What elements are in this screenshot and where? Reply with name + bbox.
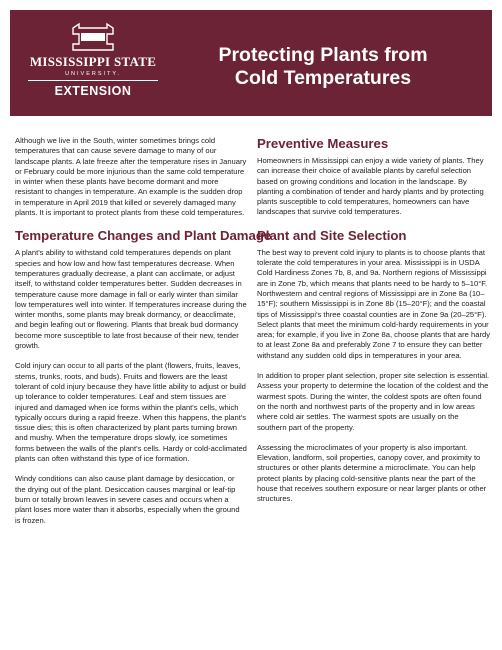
page-title-line-2: Cold Temperatures: [234, 67, 412, 89]
logo-extension-label: EXTENSION: [54, 84, 132, 98]
body-paragraph: A plant's ability to withstand cold temperatures depends on plant species and how low and how fast temperatures decrease. When temperatures gradually decrease, a plant can acclimate, or adjust itself, to withstand colder temperatures better. Sudden decreases in temperature cause more damage in fall or early winter than similar low temperatures well into winter. If temperatures increase during the winter months, some plants may break dormancy, or deacclimate, and begin leafing out or flowering. Plants that break bud dormancy become more susceptible to late frost because of their new, tender growth.: [15, 248, 247, 351]
section-heading-temperature-changes: Temperature Changes and Plant Damage: [15, 228, 272, 244]
logo-divider: [28, 80, 158, 81]
msu-extension-logo: [24, 20, 162, 110]
body-paragraph: Windy conditions can also cause plant damage by desiccation, or the drying out of the plant. Desiccation causes marginal or leaf-tip burn or totally brown leaves in severe cases and occurs when a plant loses more water than it absorbs, especially when the ground is frozen.: [15, 474, 240, 525]
intro-paragraph: Although we live in the South, winter sometimes brings cold temperatures that can cause severe damage to many of our landscape plants. A late freeze after the temperature rises in January or February could be more injurious than the same cold temperature in winter when these plants have become dormant and more resistant to changes in temperature. An example is the sudden drop in temperature in April 2019 that killed or severely damaged many plants. It is important to protect plants from these cold temperatures.: [15, 136, 247, 218]
body-paragraph: Homeowners in Mississippi can enjoy a wide variety of plants. They can increase their choice of available plants by careful selection based on growing conditions and location in the landscape. By planting a combination of tender and hardy plants and by protecting plants susceptible to cold temperatures, homeowners can have landscapes that survive cold temperatures.: [257, 156, 484, 217]
logo-university-name: MISSISSIPPI STATE: [29, 54, 157, 69]
page-title: [178, 44, 468, 90]
page-header: [0, 0, 502, 126]
section-heading-preventive-measures: Preventive Measures: [257, 136, 389, 151]
body-paragraph: The best way to prevent cold injury to plants is to choose plants that tolerate the cold temperatures in your area. Mississippi is in USDA Cold Hardiness Zones 7b, 8, and 9a. Northern regions of Mississippi are in Zone 7b, which means that plants need to be hardy to 5–10°F. Northwestern and central regions of Mississippi are in Zone 8a (10–15°F); southern Mississippi is in Zone 8b (15–20°F); and the coastal tips of Mississippi's three coastal counties are in Zone 9a (20–25°F). Select plants that meet the minimum cold-hardy requirements in your area; for example, if you live in Zone 8a, choose plants that are hardy to at least Zone 8a and preferably Zone 7 to ensure they can better withstand any sudden cold dips in temperatures in your area.: [257, 247, 491, 360]
body-paragraph: Cold injury can occur to all parts of the plant (flowers, fruits, leaves, stems, trunks, roots, and buds). Fruits and flowers are the least tolerant of cold injury because they have little ability to adjust or build up tolerance to colder temperatures. Leaf and stem tissues are injured and damaged when ice forms within the plant's cells, which typically occurs during a rapid freeze. When this happens, the plant's tissue dies; this is often characterized by plant parts turning brown and mushy. When the temperature drops slowly, ice sometimes forms between the walls of the plant's cells. Hardy or cold-acclimated plants can often withstand this type of ice formation.: [15, 361, 247, 464]
page-title-line-1: Protecting Plants from: [218, 44, 428, 66]
logo-university-label: UNIVERSITY.: [65, 71, 121, 77]
section-heading-plant-site-selection: Plant and Site Selection: [257, 227, 407, 243]
body-paragraph: Assessing the microclimates of your property is also important. Elevation, landform, soil properties, canopy cover, and proximity to structures or other plants determine a microclimate. You can help protect plants by placing cold-sensitive plants near the part of the house that receives southern exposure or near larger plants or other structures.: [257, 442, 487, 504]
right-column: [257, 136, 490, 515]
left-column: [15, 136, 272, 536]
body-paragraph: In addition to proper plant selection, proper site selection is essential. Assess your property to determine the location of the coldest and the warmest spots. During the winter, the coldest spots are often found on the north and northwest parts of the property and in low areas where cold air settles. The warmest spots are usually on the southern part of the property.: [257, 371, 490, 432]
msu-seal-icon: [61, 20, 125, 52]
